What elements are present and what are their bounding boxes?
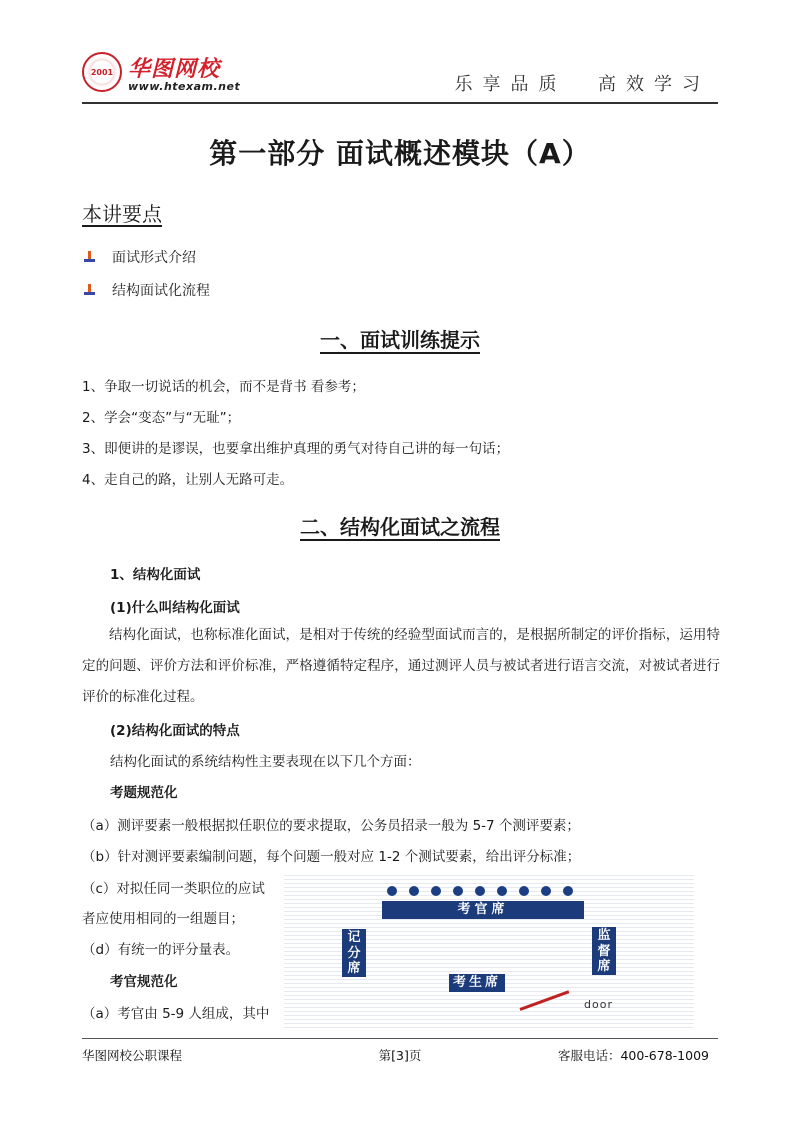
bullet-icon bbox=[84, 251, 96, 263]
question-heading: (1)什么叫结构化面试 bbox=[110, 600, 240, 616]
feature-heading: 考题规范化 bbox=[110, 785, 178, 801]
tip-line: 4、走自己的路，让别人无路可走。 bbox=[82, 472, 294, 488]
door-icon bbox=[519, 990, 569, 1011]
section-title: 二、结构化面试之流程 bbox=[300, 515, 500, 539]
supervisor-seat bbox=[592, 927, 616, 975]
definition-paragraph: 结构化面试，也称标准化面试，是相对于传统的经验型面试而言的，是根据所制定的评价指标，运用特定的问题、评价方法和评价标准，严格遵循特定程序，通过测评人员与被试者进行语言交流，对被试者进行评价的标准化过程。 bbox=[82, 627, 720, 705]
footer-divider bbox=[82, 1038, 718, 1039]
tip-line: 1、争取一切说话的机会，而不是背书 看参考； bbox=[82, 379, 365, 395]
key-points-heading: 本讲要点 bbox=[82, 202, 162, 226]
question-heading: (2)结构化面试的特点 bbox=[110, 723, 240, 739]
examiner-seat: 考官席 bbox=[382, 901, 584, 919]
seating-diagram bbox=[284, 872, 694, 1028]
examiner-dot-icon bbox=[541, 886, 551, 896]
page-number: 第[3]页 bbox=[378, 1048, 422, 1063]
door-label: door bbox=[584, 998, 613, 1011]
examiner-dot-icon bbox=[475, 886, 485, 896]
paragraph: 结构化面试的系统结构性主要表现在以下几个方面： bbox=[110, 754, 421, 770]
examiner-dot-icon bbox=[563, 886, 573, 896]
seat-char: 督 bbox=[597, 943, 611, 959]
section-title: 一、面试训练提示 bbox=[320, 328, 480, 352]
feature-item: 者应使用相同的一组题目； bbox=[82, 911, 244, 927]
seat-char: 监 bbox=[597, 928, 611, 943]
examiner-dot-icon bbox=[519, 886, 529, 896]
examiner-dot-icon bbox=[453, 886, 463, 896]
examiner-dot-icon bbox=[387, 886, 397, 896]
logo-name: 华图网校 bbox=[128, 57, 221, 82]
feature-item: （d）有统一的评分量表。 bbox=[82, 942, 240, 958]
header-divider bbox=[82, 102, 718, 104]
seat-char: 分 bbox=[347, 945, 361, 961]
key-point-item bbox=[84, 247, 196, 267]
feature-item: （a）考官由 5-9 人组成，其中 bbox=[82, 1006, 270, 1022]
key-point-label: 面试形式介绍 bbox=[112, 250, 196, 266]
logo bbox=[82, 52, 241, 96]
subsection-heading: 1、结构化面试 bbox=[110, 567, 201, 583]
logo-emblem-icon bbox=[82, 52, 122, 92]
feature-item: （b）针对测评要素编制问题，每个问题一般对应 1-2 个测试要素，给出评分标准； bbox=[82, 849, 581, 865]
key-point-item bbox=[84, 280, 210, 300]
key-point-label: 结构面试化流程 bbox=[112, 283, 210, 299]
examiner-dot-icon bbox=[497, 886, 507, 896]
seat-char: 席 bbox=[347, 961, 361, 976]
examiner-dot-icon bbox=[431, 886, 441, 896]
candidate-seat: 考生席 bbox=[449, 974, 505, 992]
tip-line: 3、即便讲的是谬误，也要拿出维护真理的勇气对待自己讲的每一句话； bbox=[82, 441, 510, 457]
logo-url: www.htexam.net bbox=[128, 80, 241, 93]
logo-year: 2001 bbox=[90, 68, 114, 77]
feature-heading: 考官规范化 bbox=[110, 974, 178, 990]
feature-item: （a）测评要素一般根据拟任职位的要求提取，公务员招录一般为 5-7 个测评要素； bbox=[82, 818, 580, 834]
page-title: 第一部分 面试概述模块（A） bbox=[209, 137, 591, 170]
footer-course: 华图网校公职课程 bbox=[82, 1048, 183, 1063]
seat-char: 席 bbox=[597, 959, 611, 974]
footer-phone: 客服电话：400-678-1009 bbox=[557, 1048, 709, 1063]
examiner-dots bbox=[387, 886, 573, 896]
record-seat bbox=[342, 929, 366, 977]
bullet-icon bbox=[84, 284, 96, 296]
seat-char: 记 bbox=[347, 930, 361, 945]
feature-item: （c）对拟任同一类职位的应试 bbox=[82, 881, 265, 897]
header-slogan: 乐享品质 高效学习 bbox=[454, 74, 710, 95]
tip-line: 2、学会“变态”与“无耻”； bbox=[82, 410, 241, 426]
examiner-dot-icon bbox=[409, 886, 419, 896]
